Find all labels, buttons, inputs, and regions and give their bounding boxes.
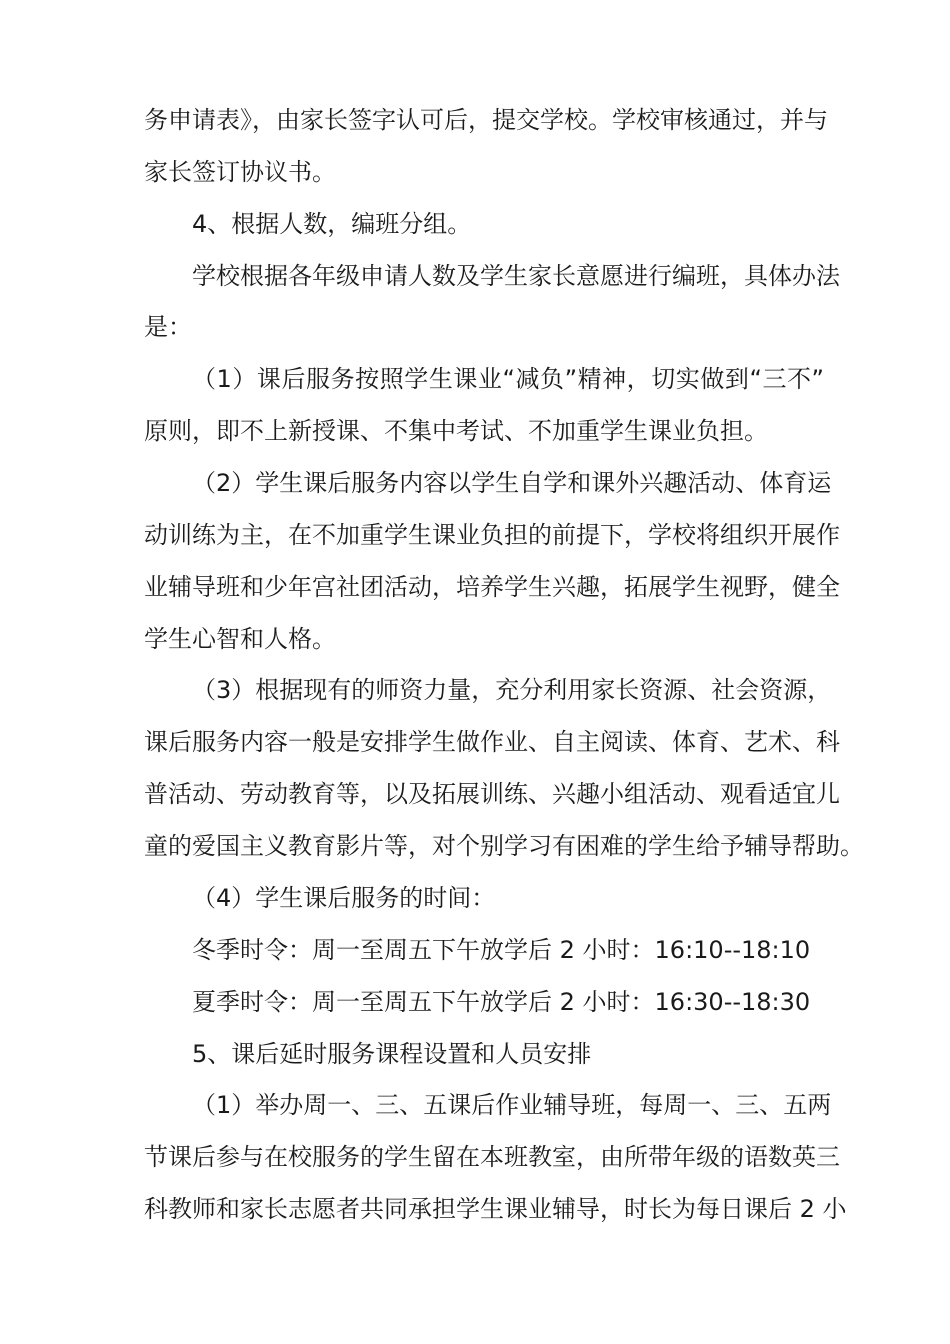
- body-text-line: 原则，即不上新授课、不集中考试、不加重学生课业负担。: [144, 417, 768, 445]
- body-text-line: 动训练为主，在不加重学生课业负担的前提下，学校将组织开展作: [144, 521, 840, 549]
- body-text-line: 务申请表》，由家长签字认可后，提交学校。学校审核通过，并与: [144, 106, 828, 134]
- list-item-text: （1）举办周一、三、五课后作业辅导班，每周一、三、五两: [192, 1091, 832, 1119]
- body-text-line: 学校根据各年级申请人数及学生家长意愿进行编班，具体办法: [192, 262, 840, 290]
- list-item-text: （3）根据现有的师资力量，充分利用家长资源、社会资源，: [192, 676, 832, 704]
- schedule-summer: 夏季时令：周一至周五下午放学后 2 小时：16:30--18:30: [192, 988, 811, 1016]
- schedule-winter: 冬季时令：周一至周五下午放学后 2 小时：16:10--18:10: [192, 936, 811, 964]
- body-text-line: 科教师和家长志愿者共同承担学生课业辅导，时长为每日课后 2 小: [144, 1195, 847, 1223]
- body-text-line: 普活动、劳动教育等，以及拓展训练、兴趣小组活动、观看适宜儿: [144, 780, 840, 808]
- section-heading: 5、课后延时服务课程设置和人员安排: [192, 1040, 592, 1068]
- list-item-text: （2）学生课后服务内容以学生自学和课外兴趣活动、体育运: [192, 469, 832, 497]
- body-text-line: 课后服务内容一般是安排学生做作业、自主阅读、体育、艺术、科: [144, 728, 840, 756]
- body-text-line: 家长签订协议书。: [144, 158, 336, 186]
- body-text-line: 是：: [144, 313, 192, 341]
- list-item-text: （4）学生课后服务的时间：: [192, 884, 496, 912]
- section-heading: 4、根据人数，编班分组。: [192, 210, 472, 238]
- body-text-line: 学生心智和人格。: [144, 625, 336, 653]
- body-text-line: 业辅导班和少年宫社团活动，培养学生兴趣，拓展学生视野，健全: [144, 573, 840, 601]
- list-item-text: （1）课后服务按照学生课业“减负”精神，切实做到“三不”: [192, 365, 824, 393]
- body-text-line: 节课后参与在校服务的学生留在本班教室，由所带年级的语数英三: [144, 1143, 840, 1171]
- body-text-line: 童的爱国主义教育影片等，对个别学习有困难的学生给予辅导帮助。: [144, 832, 864, 860]
